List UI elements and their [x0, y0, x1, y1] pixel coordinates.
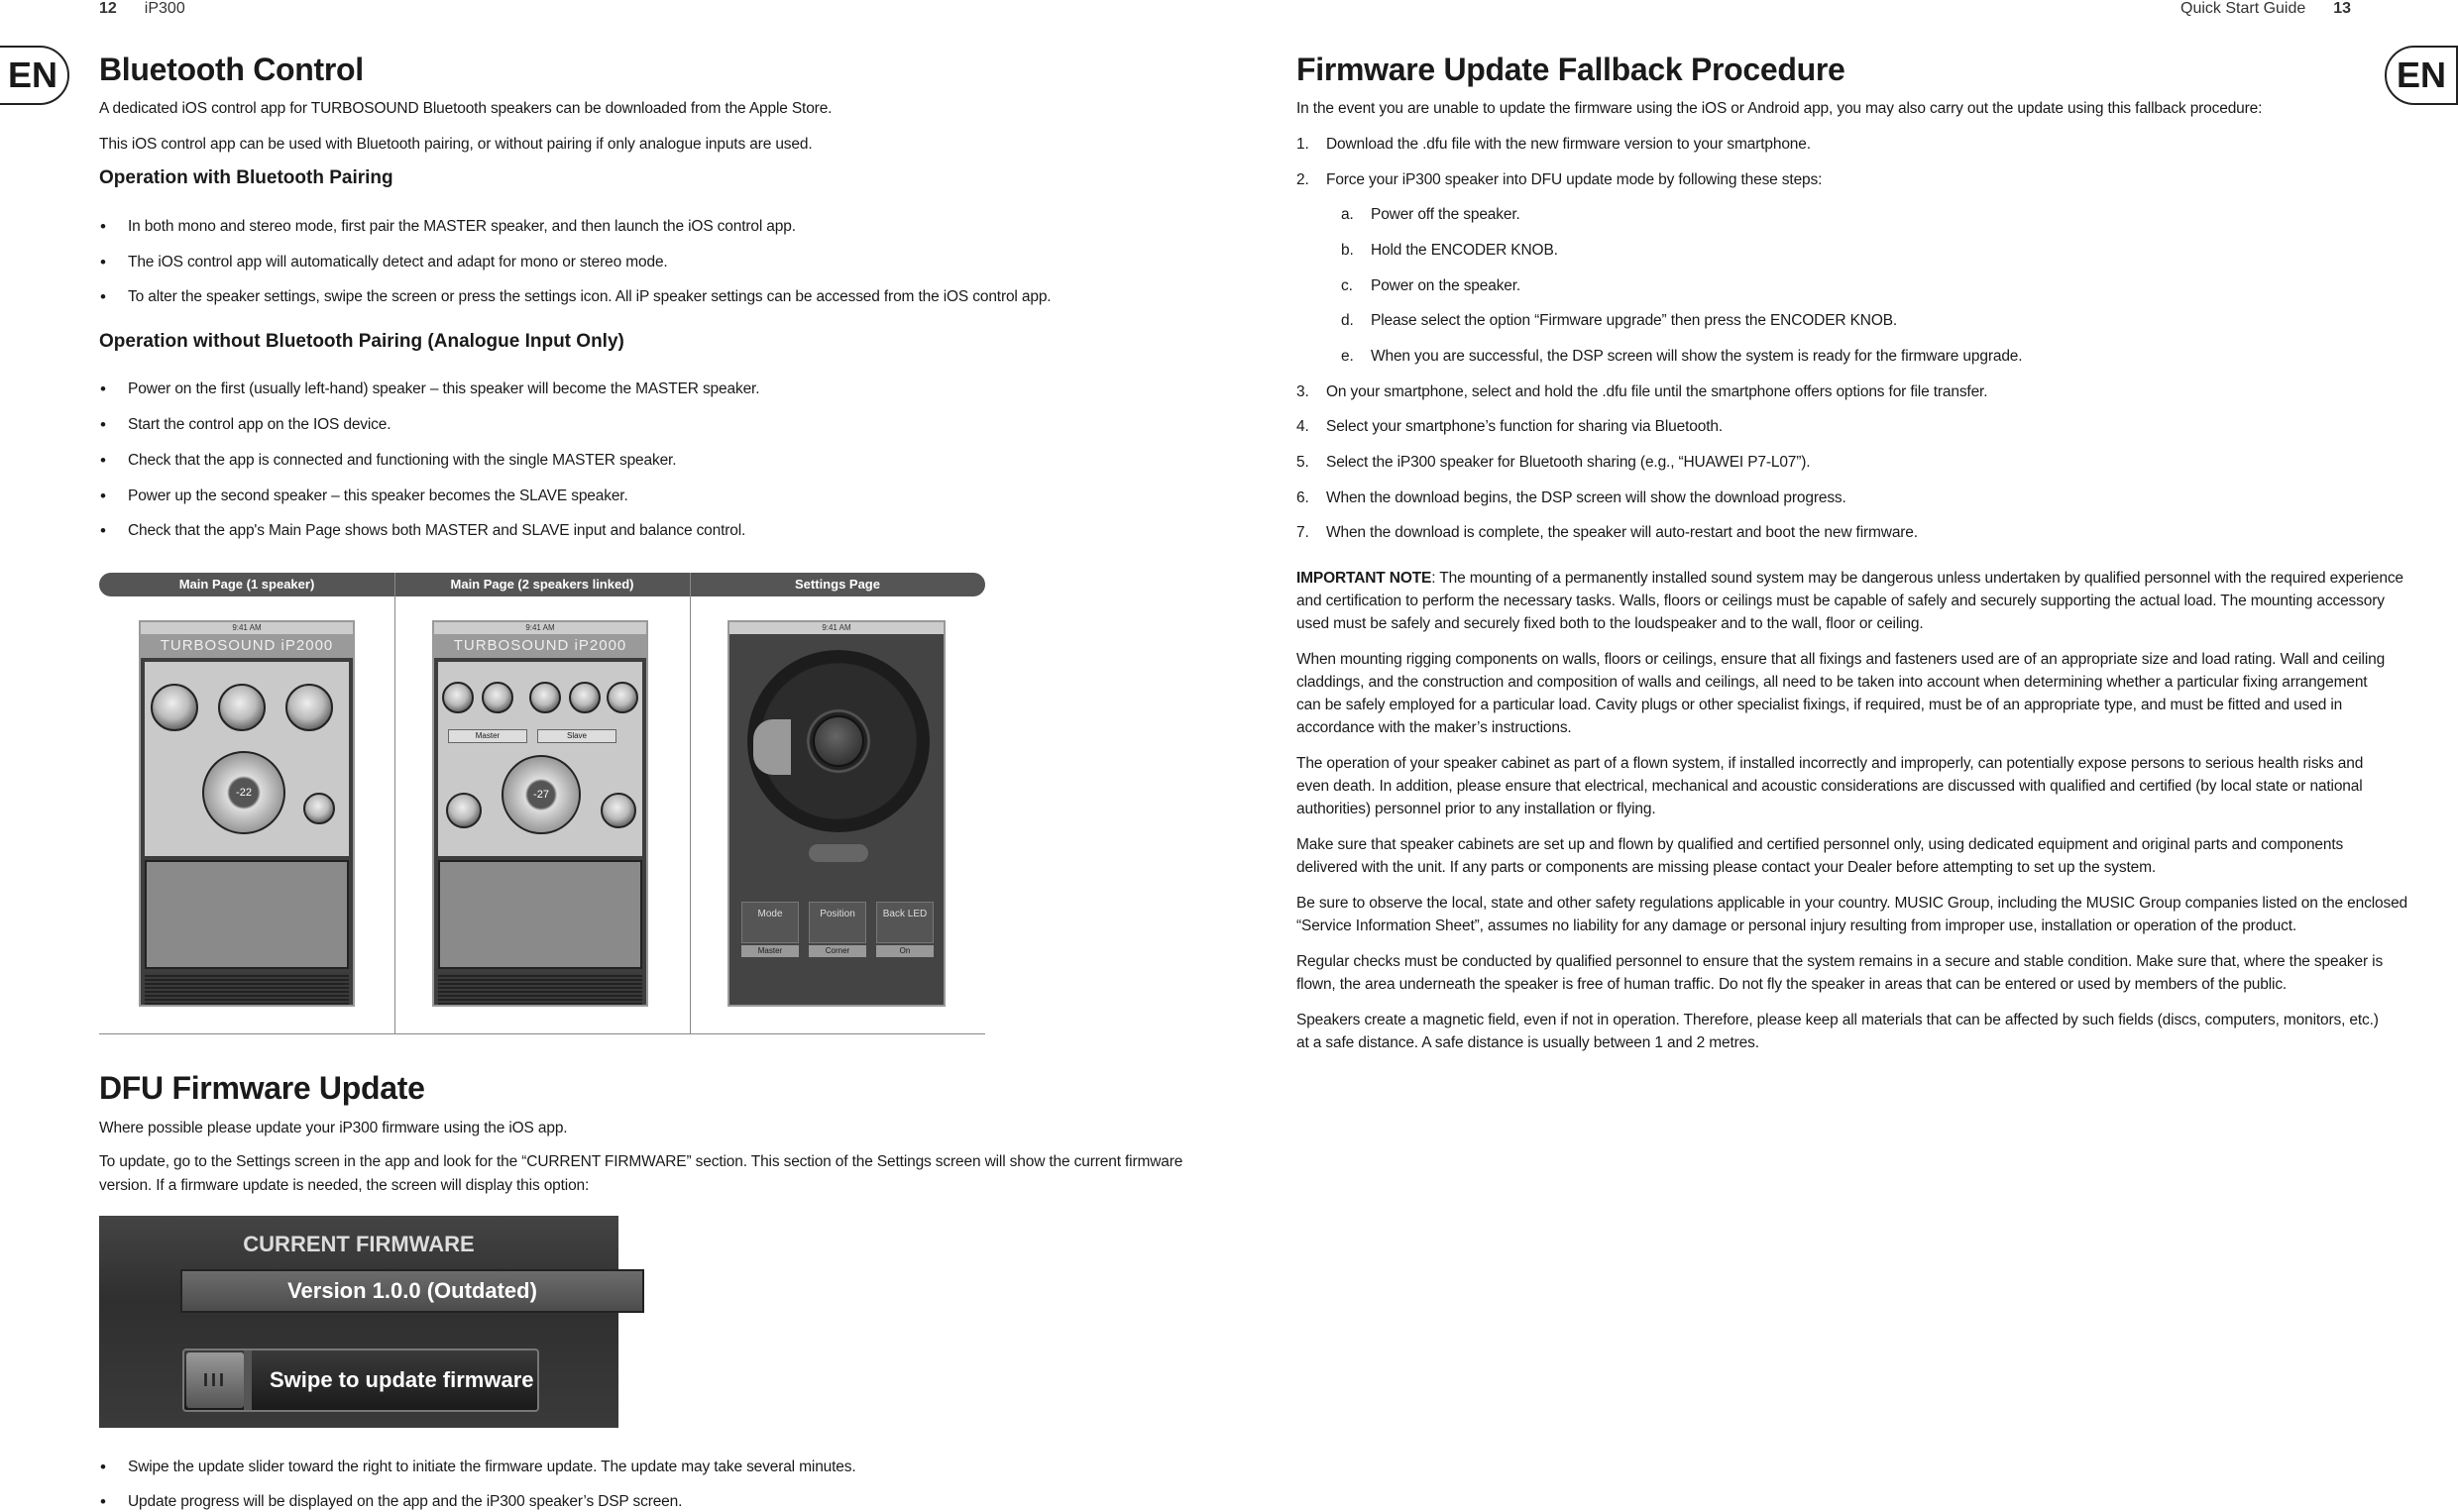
important-note-label: IMPORTANT NOTE	[1296, 570, 1432, 587]
list-item: • Check that the app's Main Page shows both MASTER and SLAVE input and balance control.	[128, 519, 745, 542]
fallback-title: Firmware Update Fallback Procedure	[1296, 52, 1845, 87]
app-screenshot-settings	[727, 620, 946, 1007]
slider-handle-icon[interactable]: III	[186, 1352, 244, 1408]
input-knob	[569, 682, 601, 713]
settings-wheel-center	[813, 715, 864, 767]
position-value: Corner	[809, 945, 866, 957]
important-note-line-1: IMPORTANT NOTE: The mounting of a permanently installed sound system may be dangerous unless undertaken by qualified personnel with the required experience	[1296, 570, 2403, 587]
position-button: Position	[809, 902, 866, 943]
safety-para-2-line: can be safely employed for a particular load. Cavity plugs or other specialist fixings, if required, must be of an appropriate type, and must be fitted and used in	[1296, 697, 2343, 713]
app-screenshot-main-1	[139, 620, 355, 1007]
numbered-step: 1. Download the .dfu file with the new firmware version to your smartphone.	[1296, 136, 1811, 153]
safety-para-7-line: Speakers create a magnetic field, even if not in operation. Therefore, please keep all materials that can be affected by such fields (discs, computers, monitors, etc.)	[1296, 1012, 2379, 1028]
app-title-bar: TURBOSOUND iP2000	[141, 634, 353, 658]
volume-value: -22	[236, 787, 252, 799]
status-bar: 9:41 AM	[434, 622, 646, 634]
mode-button: Mode	[741, 902, 799, 943]
swipe-label: Swipe to update firmware	[270, 1367, 534, 1392]
right-page-header	[2180, 0, 2351, 18]
status-bar: 9:41 AM	[141, 622, 353, 634]
important-note-line-2: and certification to perform the necessary tasks. Walls, floors or ceilings must be capable of safely and securely supporting the actual load. The mounting accessory	[1296, 593, 2385, 609]
balance-knob	[601, 793, 636, 828]
list-item: • To alter the speaker settings, swipe the screen or press the settings icon. All iP speaker settings can be accessed from the iOS control app.	[128, 285, 1051, 308]
figure-label-main-1: Main Page (1 speaker)	[178, 577, 315, 592]
safety-para-6-line: Regular checks must be conducted by qualified personnel to ensure that the system remains in a secure and stable condition. Make sure that, where the speaker is	[1296, 953, 2384, 970]
figure-header-bar	[99, 573, 985, 596]
figure-divider	[394, 573, 395, 1034]
safety-para-2-line: When mounting rigging components on walls, floors or ceilings, ensure that all fixings and fasteners used are of an appropriate size and load rating. Wall and ceiling	[1296, 651, 2386, 668]
input-knob	[151, 684, 198, 731]
input-knob	[442, 682, 474, 713]
sub-step: a. Power off the speaker.	[1341, 206, 1520, 223]
back-led-value: On	[876, 945, 934, 957]
eq-panel	[438, 860, 642, 969]
firmware-screenshot	[99, 1216, 618, 1428]
input-knob	[218, 684, 266, 731]
numbered-step: 3. On your smartphone, select and hold the .dfu file until the smartphone offers options for file transfer.	[1296, 383, 1988, 400]
figure-bottom-rule	[99, 1033, 985, 1034]
lock-toggle	[809, 844, 868, 862]
master-tab: Master	[448, 729, 527, 743]
settings-wheel-highlight	[753, 719, 791, 775]
balance-knob	[303, 793, 335, 824]
current-firmware-heading: CURRENT FIRMWARE	[243, 1232, 475, 1256]
left-doc-title: iP300	[144, 0, 185, 17]
sub-step: d. Please select the option “Firmware upgrade” then press the ENCODER KNOB.	[1341, 312, 1898, 329]
sub-step: e. When you are successful, the DSP screen will show the system is ready for the firmware upgrade.	[1341, 348, 2023, 365]
safety-para-6-line: flown, the area underneath the speaker is free of human traffic. Do not fly the speaker in areas that can be entered or used by members of the public.	[1296, 976, 2288, 993]
eq-panel	[145, 860, 349, 969]
numbered-step: 4. Select your smartphone’s function for sharing via Bluetooth.	[1296, 418, 1723, 435]
sub-step: c. Power on the speaker.	[1341, 277, 1521, 294]
safety-para-3-line: The operation of your speaker cabinet as part of a flown system, if installed incorrectly and improperly, can potentially expose persons to serious health risks and	[1296, 755, 2364, 772]
right-page-number: 13	[2333, 0, 2352, 17]
fallback-intro: In the event you are unable to update the firmware using the iOS or Android app, you may also carry out the update using this fallback procedure:	[1296, 100, 2263, 117]
input-knob	[529, 682, 561, 713]
input-knob	[482, 682, 513, 713]
list-item: • In both mono and stereo mode, first pair the MASTER speaker, and then launch the iOS control app.	[128, 215, 796, 238]
figure-divider	[690, 573, 691, 1034]
right-doc-title: Quick Start Guide	[2180, 0, 2306, 17]
firmware-version-field: Version 1.0.0 (Outdated)	[180, 1269, 644, 1313]
slider-separator	[244, 1350, 252, 1410]
list-item: • Power up the second speaker – this speaker becomes the SLAVE speaker.	[128, 485, 628, 507]
safety-para-2-line: accordance with the maker’s instructions.	[1296, 719, 1572, 736]
dfu-paragraph-2b: version. If a firmware update is needed, the screen will display this option:	[99, 1177, 590, 1194]
numbered-step: 5. Select the iP300 speaker for Bluetooth sharing (e.g., “HUAWEI P7-L07”).	[1296, 454, 1811, 471]
safety-para-2-line: claddings, and the construction and composition of walls and ceilings, all need to be taken into account when determining whether a particular fixing arrangement	[1296, 674, 2368, 691]
safety-para-5-line: Be sure to observe the local, state and other safety regulations applicable in your country. MUSIC Group, including the MUSIC Group companies listed on the enclosed	[1296, 895, 2408, 912]
list-item: • Check that the app is connected and functioning with the single MASTER speaker.	[128, 449, 676, 472]
list-item: • Update progress will be displayed on the app and the iP300 speaker’s DSP screen.	[128, 1490, 682, 1512]
bluetooth-control-title: Bluetooth Control	[99, 52, 364, 87]
sub-step: b. Hold the ENCODER KNOB.	[1341, 242, 1558, 259]
balance-knob	[446, 793, 482, 828]
dfu-firmware-title: DFU Firmware Update	[99, 1070, 425, 1106]
mode-value: Master	[741, 945, 799, 957]
bluetooth-paragraph-1: A dedicated iOS control app for TURBOSOUND Bluetooth speakers can be downloaded from the Apple Store.	[99, 100, 833, 117]
speaker-grille	[438, 973, 642, 1005]
status-bar: 9:41 AM	[729, 622, 944, 634]
safety-para-3-line: even death. In addition, please ensure that electrical, mechanical and acoustic considerations are discussed with qualified and certified (by local state or national	[1296, 778, 2363, 795]
language-tab-right: EN	[2385, 46, 2458, 105]
input-knob	[607, 682, 638, 713]
speaker-grille	[145, 973, 349, 1005]
list-item: • Power on the first (usually left-hand) speaker – this speaker will become the MASTER speaker.	[128, 378, 759, 400]
safety-para-4-line: delivered with the unit. If any parts or components are missing please contact your Dealer before attempting to set up the system.	[1296, 859, 2157, 876]
left-page-number: 12	[99, 0, 117, 17]
app-title-bar: TURBOSOUND iP2000	[434, 634, 646, 658]
list-item: • Swipe the update slider toward the right to initiate the firmware update. The update may take several minutes.	[128, 1456, 856, 1478]
dfu-paragraph-1: Where possible please update your iP300 firmware using the iOS app.	[99, 1120, 568, 1136]
swipe-update-slider[interactable]	[182, 1349, 539, 1412]
left-page-header	[99, 0, 185, 18]
back-led-button: Back LED	[876, 902, 934, 943]
list-item: • The iOS control app will automatically detect and adapt for mono or stereo mode.	[128, 251, 668, 273]
dfu-paragraph-2a: To update, go to the Settings screen in the app and look for the “CURRENT FIRMWARE” section. This section of the Settings screen will show the current firmware	[99, 1153, 1183, 1170]
important-note-line-3: used must be safely and securely fixed both to the loudspeaker and to the wall, floor or ceiling.	[1296, 615, 1924, 632]
figure-label-settings: Settings Page	[795, 577, 880, 592]
with-pairing-heading: Operation with Bluetooth Pairing	[99, 167, 393, 188]
numbered-step: 7. When the download is complete, the speaker will auto-restart and boot the new firmware.	[1296, 524, 1918, 541]
language-tab-left: EN	[0, 46, 69, 105]
safety-para-5-line: “Service Information Sheet”, assumes no liability for any damage or personal injury resulting from improper use, installation or operation of the product.	[1296, 918, 2297, 934]
bluetooth-paragraph-2: This iOS control app can be used with Bluetooth pairing, or without pairing if only analogue inputs are used.	[99, 136, 813, 153]
figure-label-main-2: Main Page (2 speakers linked)	[450, 577, 634, 592]
app-screenshot-main-2	[432, 620, 648, 1007]
safety-para-3-line: authorities) personnel prior to any installation or flying.	[1296, 801, 1656, 817]
safety-para-7-line: at a safe distance. A safe distance is usually between 1 and 2 metres.	[1296, 1034, 1759, 1051]
numbered-step: 6. When the download begins, the DSP screen will show the download progress.	[1296, 489, 1846, 506]
numbered-step: 2. Force your iP300 speaker into DFU update mode by following these steps:	[1296, 171, 1823, 188]
without-pairing-heading: Operation without Bluetooth Pairing (Analogue Input Only)	[99, 331, 624, 352]
slave-tab: Slave	[537, 729, 616, 743]
volume-value: -27	[533, 789, 549, 801]
safety-para-4-line: Make sure that speaker cabinets are set up and flown by qualified and certified personnel only, using dedicated equipment and original parts and components	[1296, 836, 2344, 853]
input-knob	[285, 684, 333, 731]
list-item: • Start the control app on the IOS device.	[128, 413, 391, 436]
